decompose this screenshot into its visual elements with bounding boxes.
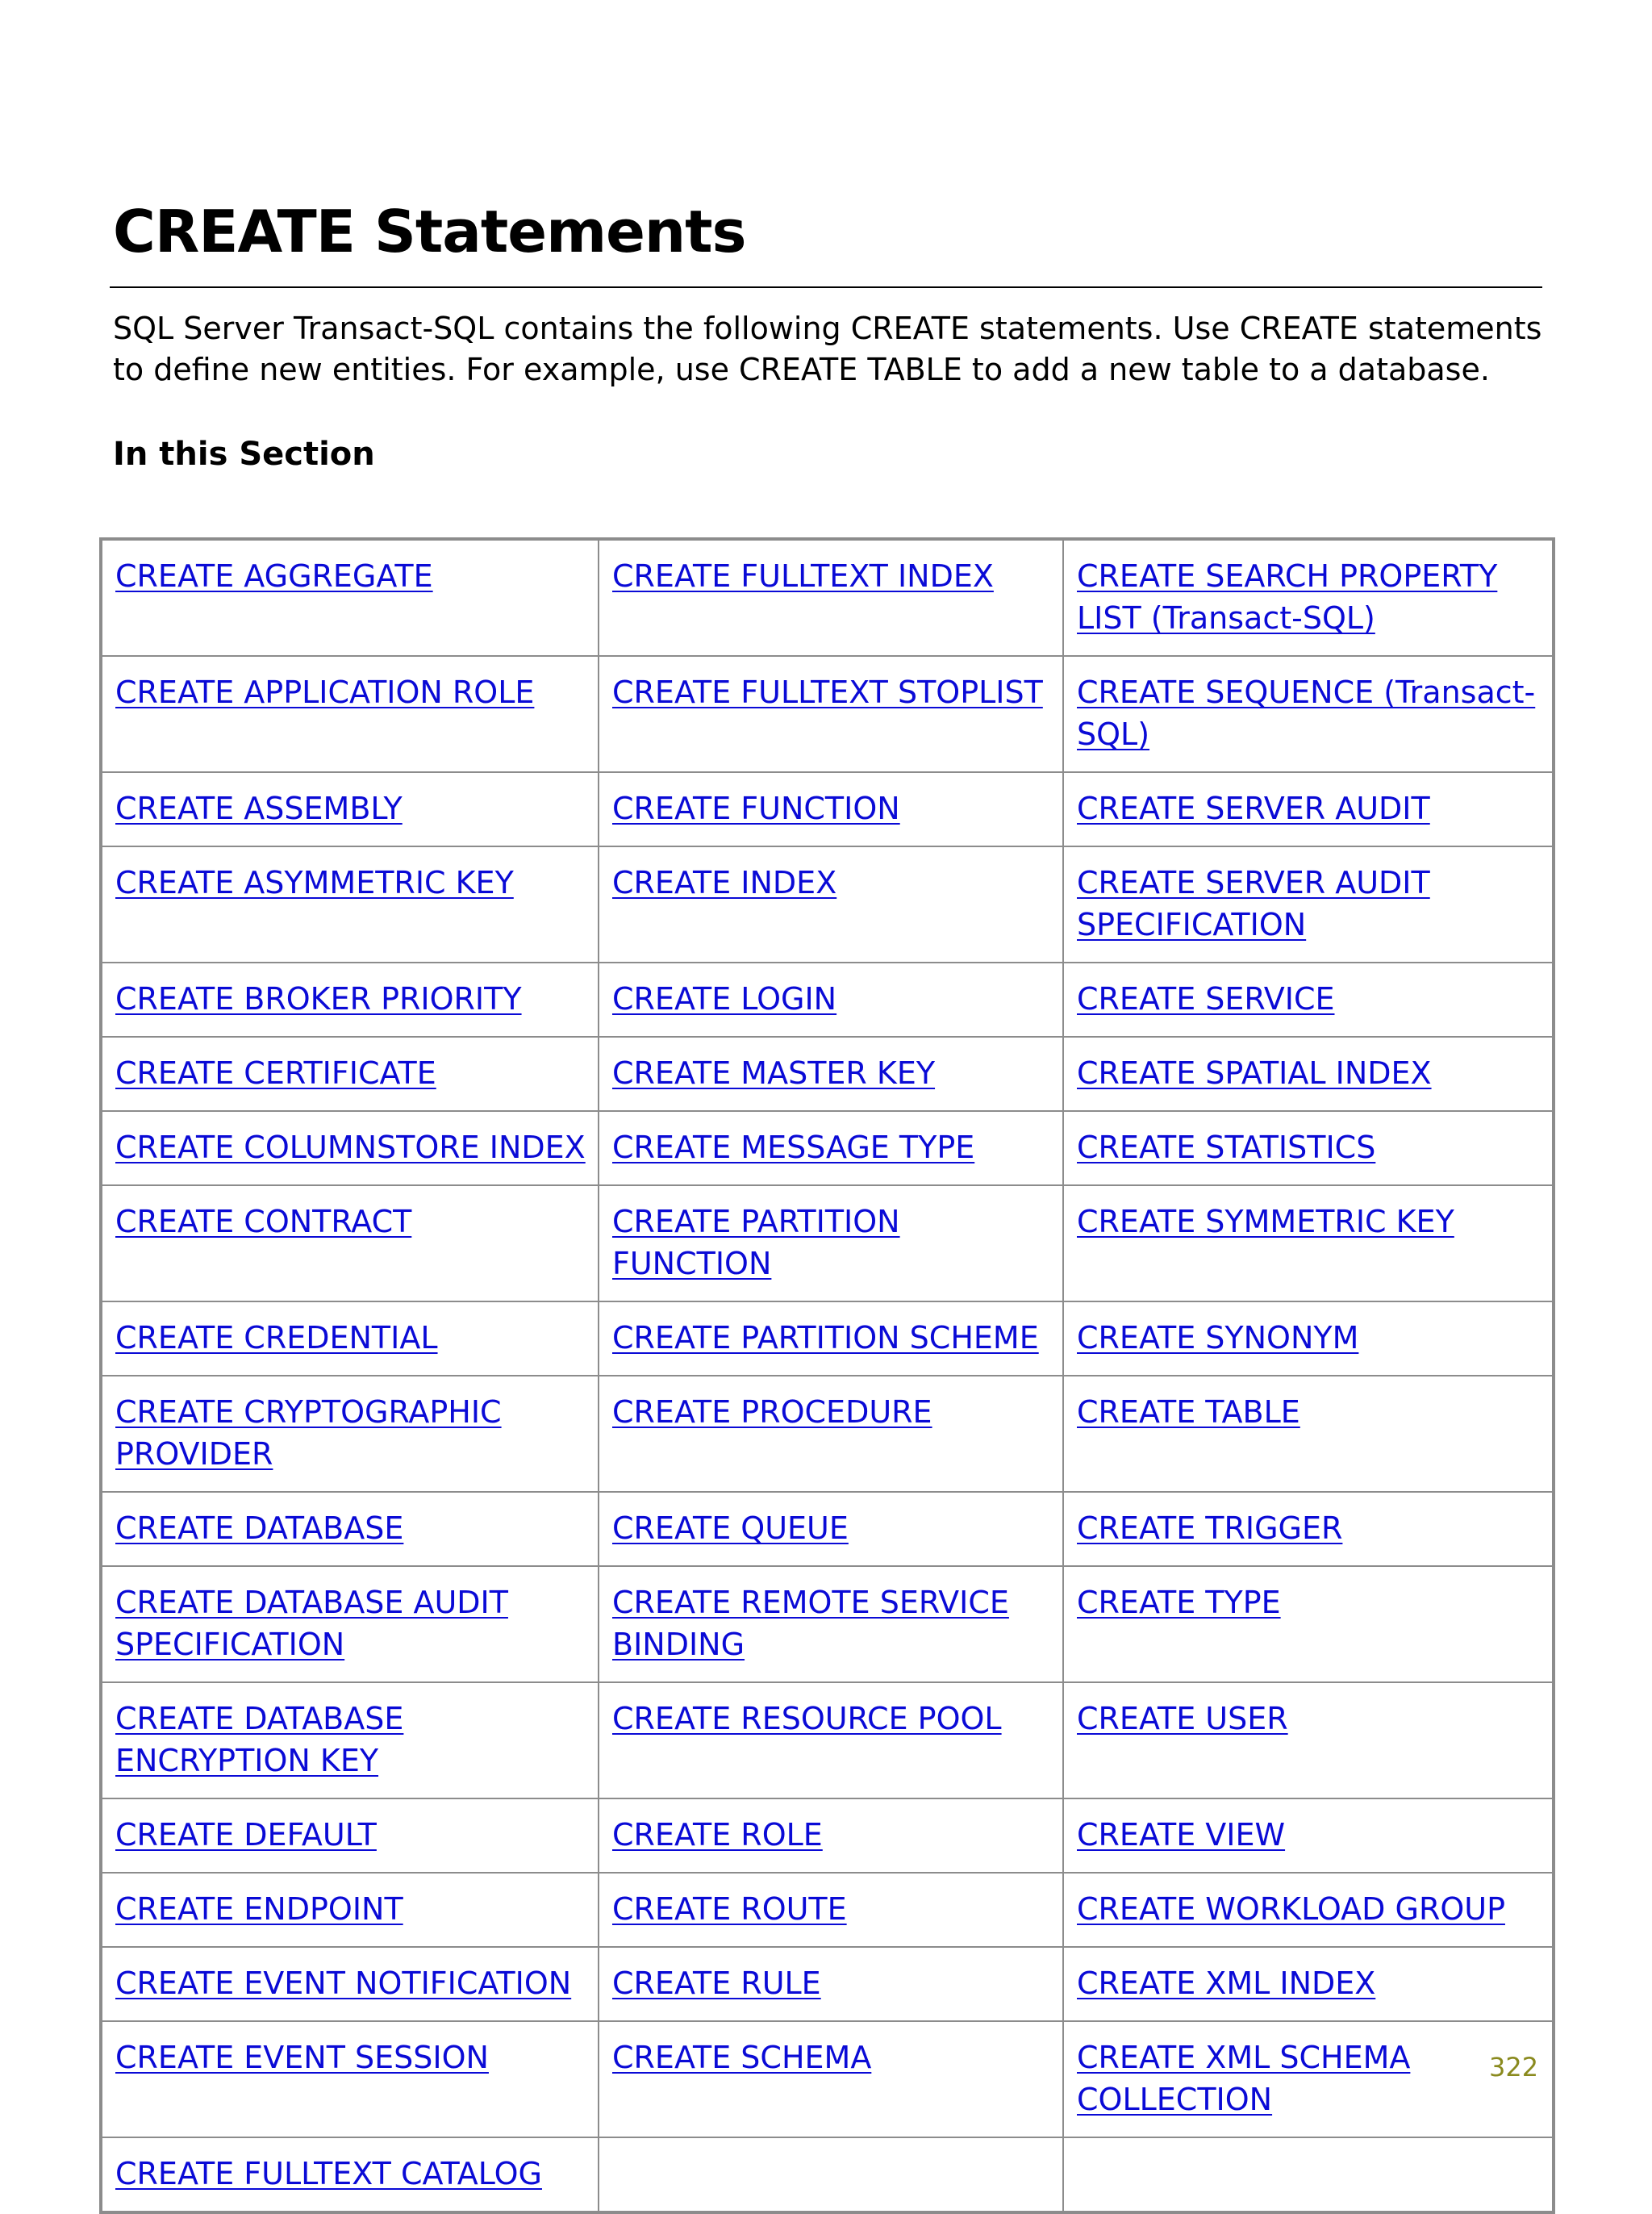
table-cell <box>101 656 599 772</box>
statement-link[interactable]: CREATE FULLTEXT CATALOG <box>115 2156 542 2191</box>
statement-link[interactable]: CREATE COLUMNSTORE INDEX <box>115 1130 586 1165</box>
table-cell <box>599 963 1063 1037</box>
table-cell <box>599 1185 1063 1301</box>
table-cell <box>101 1111 599 1185</box>
statement-link[interactable]: CREATE SYNONYM <box>1077 1320 1359 1356</box>
statement-link[interactable]: CREATE PARTITION FUNCTION <box>612 1204 900 1281</box>
table-row <box>101 1873 1554 1947</box>
statement-link[interactable]: CREATE APPLICATION ROLE <box>115 675 535 710</box>
table-cell <box>1063 1566 1554 1682</box>
statement-link[interactable]: CREATE USER <box>1077 1701 1288 1736</box>
table-cell <box>1063 1947 1554 2021</box>
statement-link[interactable]: CREATE FULLTEXT STOPLIST <box>612 675 1043 710</box>
statement-link[interactable]: CREATE REMOTE SERVICE BINDING <box>612 1585 1009 1662</box>
statement-link[interactable]: CREATE TYPE <box>1077 1585 1281 1620</box>
table-cell <box>599 2137 1063 2212</box>
table-cell <box>599 656 1063 772</box>
table-cell <box>599 1301 1063 1376</box>
statements-table-body <box>101 539 1554 2212</box>
table-row <box>101 1376 1554 1492</box>
statement-link[interactable]: CREATE RESOURCE POOL <box>612 1701 1002 1736</box>
statement-link[interactable]: CREATE FUNCTION <box>612 791 900 826</box>
table-row <box>101 1301 1554 1376</box>
table-row <box>101 656 1554 772</box>
statement-link[interactable]: CREATE ROUTE <box>612 1891 847 1927</box>
intro-paragraph: SQL Server Transact-SQL contains the following CREATE statements. Use CREATE statements to define new entities. For example, use CREATE TABLE to add a new table to a database. <box>113 311 1542 387</box>
table-cell <box>101 1376 599 1492</box>
table-cell <box>1063 1873 1554 1947</box>
table-cell <box>1063 772 1554 846</box>
table-cell <box>1063 2021 1554 2137</box>
table-cell <box>1063 963 1554 1037</box>
table-row <box>101 539 1554 656</box>
table-cell <box>599 846 1063 963</box>
statement-link[interactable]: CREATE VIEW <box>1077 1817 1286 1853</box>
statement-link[interactable]: CREATE SPATIAL INDEX <box>1077 1055 1432 1091</box>
table-cell <box>599 1682 1063 1798</box>
statement-link[interactable]: CREATE CERTIFICATE <box>115 1055 436 1091</box>
statement-link[interactable]: CREATE EVENT SESSION <box>115 2040 489 2075</box>
table-row <box>101 1492 1554 1566</box>
table-cell <box>101 1566 599 1682</box>
statement-link[interactable]: CREATE SERVER AUDIT SPECIFICATION <box>1077 865 1430 942</box>
table-cell <box>599 1798 1063 1873</box>
statement-link[interactable]: CREATE STATISTICS <box>1077 1130 1376 1165</box>
table-cell <box>1063 1376 1554 1492</box>
statement-link[interactable]: CREATE XML INDEX <box>1077 1965 1376 2001</box>
statement-link[interactable]: CREATE EVENT NOTIFICATION <box>115 1965 572 2001</box>
statement-link[interactable]: CREATE DATABASE ENCRYPTION KEY <box>115 1701 404 1778</box>
statement-link[interactable]: CREATE DEFAULT <box>115 1817 377 1853</box>
statement-link[interactable]: CREATE RULE <box>612 1965 821 2001</box>
statement-link[interactable]: CREATE SCHEMA <box>612 2040 872 2075</box>
table-cell <box>599 2021 1063 2137</box>
table-cell <box>599 1037 1063 1111</box>
table-cell <box>1063 846 1554 963</box>
table-row <box>101 846 1554 963</box>
table-row <box>101 1798 1554 1873</box>
table-row <box>101 1111 1554 1185</box>
statement-link[interactable]: CREATE CREDENTIAL <box>115 1320 438 1356</box>
statement-link[interactable]: CREATE BROKER PRIORITY <box>115 981 522 1017</box>
table-cell <box>1063 656 1554 772</box>
table-cell <box>101 2137 599 2212</box>
table-cell <box>101 1037 599 1111</box>
table-cell <box>1063 1111 1554 1185</box>
table-cell <box>101 1798 599 1873</box>
statement-link[interactable]: CREATE FULLTEXT INDEX <box>612 558 994 594</box>
table-cell <box>599 1376 1063 1492</box>
table-cell <box>101 1873 599 1947</box>
table-row <box>101 1566 1554 1682</box>
statement-link[interactable]: CREATE TABLE <box>1077 1394 1300 1430</box>
table-cell <box>1063 1185 1554 1301</box>
table-row <box>101 963 1554 1037</box>
table-cell <box>1063 1682 1554 1798</box>
statement-link[interactable]: CREATE QUEUE <box>612 1510 849 1546</box>
statement-link[interactable]: CREATE LOGIN <box>612 981 837 1017</box>
table-row <box>101 2137 1554 2212</box>
table-cell <box>1063 1492 1554 1566</box>
statement-link[interactable]: CREATE ROLE <box>612 1817 823 1853</box>
table-row <box>101 1185 1554 1301</box>
statement-link[interactable]: CREATE TRIGGER <box>1077 1510 1343 1546</box>
table-cell <box>599 1111 1063 1185</box>
statement-link[interactable]: CREATE AGGREGATE <box>115 558 433 594</box>
statement-link[interactable]: CREATE CRYPTOGRAPHIC PROVIDER <box>115 1394 502 1472</box>
page-title: CREATE Statements <box>113 198 746 265</box>
table-cell <box>1063 539 1554 656</box>
statement-link[interactable]: CREATE INDEX <box>612 865 837 900</box>
statement-link[interactable]: CREATE SERVER AUDIT <box>1077 791 1430 826</box>
table-cell <box>599 539 1063 656</box>
table-cell <box>101 2021 599 2137</box>
table-cell <box>101 1947 599 2021</box>
statement-link[interactable]: CREATE DATABASE AUDIT SPECIFICATION <box>115 1585 508 1662</box>
statement-link[interactable]: CREATE MESSAGE TYPE <box>612 1130 975 1165</box>
statement-link[interactable]: CREATE ASYMMETRIC KEY <box>115 865 514 900</box>
table-cell <box>599 772 1063 846</box>
table-cell <box>1063 1301 1554 1376</box>
table-row <box>101 1682 1554 1798</box>
table-cell <box>1063 1037 1554 1111</box>
table-row <box>101 1947 1554 2021</box>
table-cell <box>101 1492 599 1566</box>
statement-link[interactable]: CREATE WORKLOAD GROUP <box>1077 1891 1505 1927</box>
statement-link[interactable]: CREATE SERVICE <box>1077 981 1335 1017</box>
table-cell <box>599 1566 1063 1682</box>
table-cell <box>599 1873 1063 1947</box>
table-row <box>101 1037 1554 1111</box>
table-cell <box>101 539 599 656</box>
table-row <box>101 2021 1554 2137</box>
table-cell <box>599 1492 1063 1566</box>
table-cell <box>101 846 599 963</box>
table-row <box>101 772 1554 846</box>
statement-link[interactable]: CREATE ENDPOINT <box>115 1891 403 1927</box>
statement-link[interactable]: CREATE PROCEDURE <box>612 1394 932 1430</box>
table-cell <box>101 1185 599 1301</box>
statement-link[interactable]: CREATE DATABASE <box>115 1510 404 1546</box>
statement-link[interactable]: CREATE SYMMETRIC KEY <box>1077 1204 1454 1239</box>
table-cell <box>599 1947 1063 2021</box>
page-number: 322 <box>1489 2052 1539 2082</box>
statement-link[interactable]: CREATE ASSEMBLY <box>115 791 403 826</box>
table-cell <box>101 1301 599 1376</box>
statement-link[interactable]: CREATE MASTER KEY <box>612 1055 936 1091</box>
table-cell <box>101 1682 599 1798</box>
statement-link[interactable]: CREATE SEARCH PROPERTY LIST (Transact-SQL) <box>1077 558 1498 636</box>
section-heading: In this Section <box>113 436 375 473</box>
statement-link[interactable]: CREATE PARTITION SCHEME <box>612 1320 1039 1356</box>
table-cell <box>1063 2137 1554 2212</box>
table-cell <box>101 963 599 1037</box>
statement-link[interactable]: CREATE CONTRACT <box>115 1204 412 1239</box>
title-divider <box>110 286 1542 288</box>
statements-table <box>99 537 1555 2214</box>
statement-link[interactable]: CREATE SEQUENCE (Transact-SQL) <box>1077 675 1536 752</box>
table-cell <box>101 772 599 846</box>
statement-link[interactable]: CREATE XML SCHEMA COLLECTION <box>1077 2040 1411 2117</box>
table-cell <box>1063 1798 1554 1873</box>
